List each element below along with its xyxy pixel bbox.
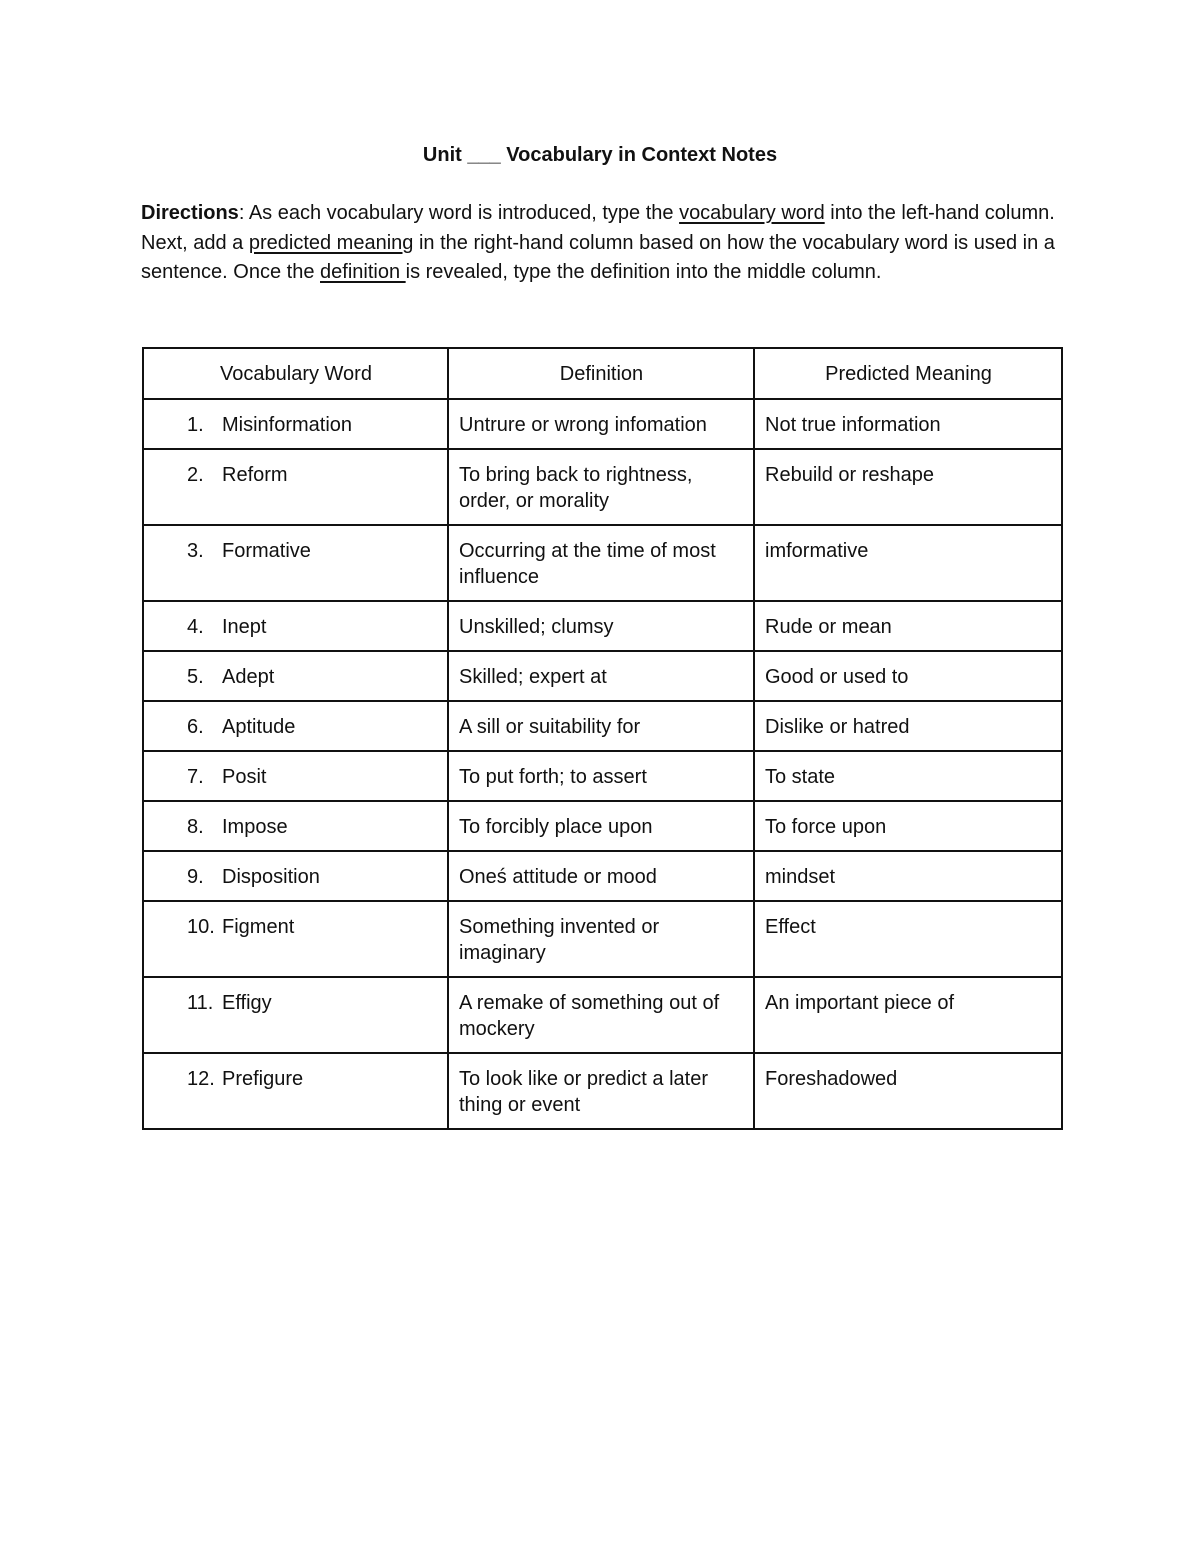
predicted-meaning-cell[interactable]: To state [754,751,1062,801]
vocabulary-word: Formative [222,540,311,562]
table-row [143,801,1062,851]
table-row [143,1053,1062,1129]
directions-underlined-definition: definition [320,261,406,284]
table-row [143,449,1062,525]
item-number: 5. [187,666,204,688]
predicted-meaning-cell[interactable]: Rude or mean [754,601,1062,651]
vocabulary-word: Posit [222,766,267,788]
vocabulary-word-cell[interactable] [143,901,448,977]
directions-text-1: : As each vocabulary word is introduced, type the [238,202,680,224]
item-number: 7. [187,766,204,788]
definition-cell[interactable]: Something invented or imaginary [448,901,754,977]
directions-text-2: into the left-hand column. Next, add a [141,202,1055,254]
header-definition: Definition [448,348,754,399]
item-number: 3. [187,540,204,562]
table-row [143,901,1062,977]
vocabulary-word-cell[interactable] [143,801,448,851]
vocabulary-word-cell[interactable] [143,399,448,449]
vocabulary-word: Disposition [222,866,320,888]
predicted-meaning-cell[interactable]: Rebuild or reshape [754,449,1062,525]
table-header-row [143,348,1062,399]
vocabulary-word: Misinformation [222,414,353,436]
item-number: 12. [187,1068,215,1090]
directions-underlined-predicted-meaning: predicted meaning [248,231,414,254]
predicted-meaning-cell[interactable]: Effect [754,901,1062,977]
vocabulary-word-cell[interactable] [143,1053,448,1129]
vocabulary-word-cell[interactable] [143,449,448,525]
vocabulary-word: Reform [222,464,288,486]
table-row [143,525,1062,601]
definition-cell[interactable]: To forcibly place upon [448,801,754,851]
vocabulary-word: Adept [222,666,275,688]
predicted-meaning-cell[interactable]: Dislike or hatred [754,701,1062,751]
table-row [143,601,1062,651]
vocabulary-word: Figment [222,916,295,938]
table-row [143,851,1062,901]
definition-cell[interactable]: A sill or suitability for [448,701,754,751]
predicted-meaning-cell[interactable]: To force upon [754,801,1062,851]
vocabulary-word: Prefigure [222,1068,304,1090]
vocabulary-word-cell[interactable] [143,851,448,901]
predicted-meaning-cell[interactable]: imformative [754,525,1062,601]
predicted-meaning-cell[interactable]: mindset [754,851,1062,901]
vocabulary-word-cell[interactable] [143,751,448,801]
predicted-meaning-cell[interactable]: An important piece of [754,977,1062,1053]
item-number: 10. [187,916,215,938]
vocabulary-word: Impose [222,816,288,838]
directions-underlined-vocabulary-word: vocabulary word [679,202,825,224]
table-row [143,651,1062,701]
table-row [143,751,1062,801]
definition-cell[interactable]: To put forth; to assert [448,751,754,801]
item-number: 6. [187,716,204,738]
item-number: 8. [187,816,204,838]
definition-cell[interactable]: To bring back to rightness, order, or morality [448,449,754,525]
directions-text-3: in the right-hand column based on how the vocabulary word is used in a sentence. Once the [141,231,1055,284]
header-predicted-meaning: Predicted Meaning [754,348,1062,399]
definition-cell[interactable]: Unskilled; clumsy [448,601,754,651]
directions-label: Directions [141,202,239,224]
item-number: 4. [187,616,204,638]
predicted-meaning-cell[interactable]: Good or used to [754,651,1062,701]
header-vocabulary-word: Vocabulary Word [143,348,448,399]
definition-cell[interactable]: Untrure or wrong infomation [448,399,754,449]
vocabulary-table [142,347,1063,1130]
item-number: 9. [187,866,204,888]
predicted-meaning-cell[interactable]: Foreshadowed [754,1053,1062,1129]
vocabulary-word-cell[interactable] [143,977,448,1053]
vocabulary-word: Inept [222,616,267,638]
predicted-meaning-cell[interactable]: Not true information [754,399,1062,449]
table-row [143,399,1062,449]
vocabulary-word-cell[interactable] [143,651,448,701]
item-number: 11. [187,992,214,1014]
definition-cell[interactable]: Oneś attitude or mood [448,851,754,901]
vocabulary-word-cell[interactable] [143,701,448,751]
definition-cell[interactable]: Skilled; expert at [448,651,754,701]
item-number: 1. [187,414,204,436]
definition-cell[interactable]: A remake of something out of mockery [448,977,754,1053]
definition-cell[interactable]: Occurring at the time of most influence [448,525,754,601]
vocabulary-word-cell[interactable] [143,525,448,601]
table-row [143,977,1062,1053]
item-number: 2. [187,464,204,486]
vocabulary-word: Effigy [222,992,272,1014]
vocabulary-word-cell[interactable] [143,601,448,651]
directions-paragraph [141,199,1056,288]
definition-cell[interactable]: To look like or predict a later thing or event [448,1053,754,1129]
table-row [143,701,1062,751]
vocabulary-word: Aptitude [222,716,296,738]
directions-text-4: is revealed, type the definition into the middle column. [405,261,882,284]
document-title: Unit ___ Vocabulary in Context Notes [422,144,778,166]
